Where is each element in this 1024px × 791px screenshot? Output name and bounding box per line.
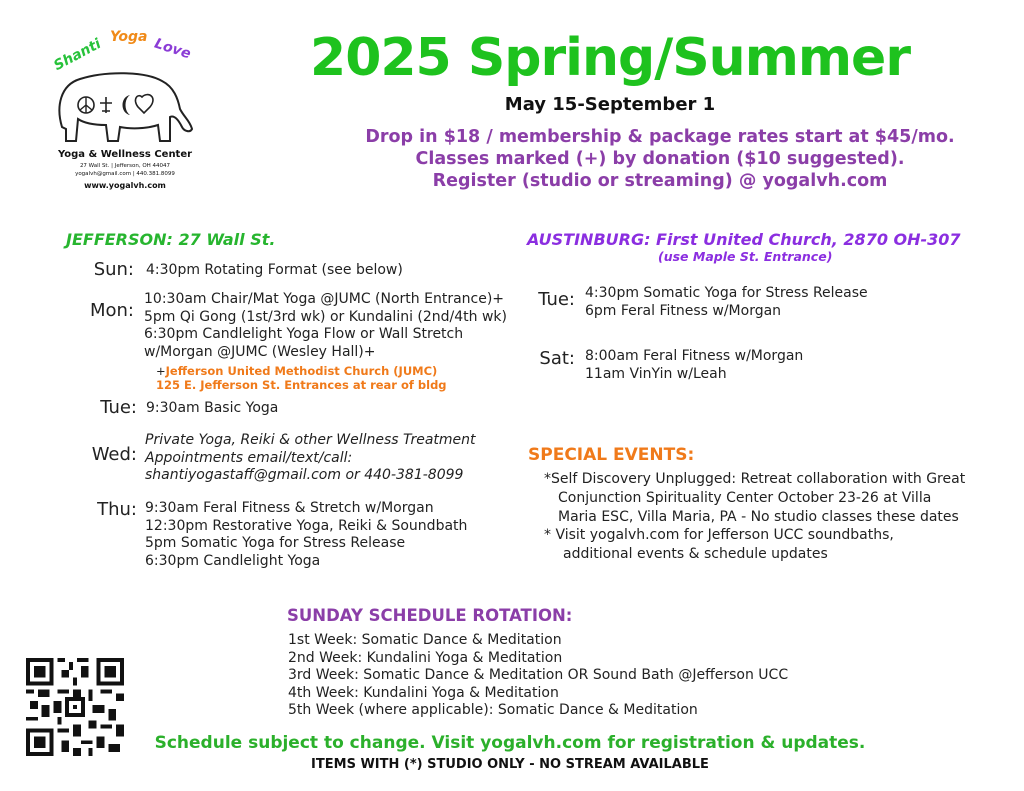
schedule-block-austinburg-tue (585, 285, 868, 320)
class-item: 4:30pm Rotating Format (see below) (146, 262, 403, 278)
class-item: 4:30pm Somatic Yoga for Stress Release (585, 285, 868, 301)
class-item: 6pm Feral Fitness w/Morgan (585, 302, 782, 319)
pricing-line-1: Drop in $18 / membership & package rates start at $45/mo. (365, 127, 955, 147)
page-title: 2025 Spring/Summer (310, 28, 910, 88)
rotation-week: 5th Week (where applicable): Somatic Dance & Meditation (288, 702, 698, 718)
day-label-sun: Sun: (93, 259, 134, 280)
logo-contact: yogalvh@gmail.com | 440.381.8099 (75, 171, 175, 177)
special-event-item (544, 526, 894, 564)
special-event-line: additional events & schedule updates (563, 546, 828, 562)
austinburg-subheading: (use Maple St. Entrance) (658, 249, 833, 264)
rotation-week: 4th Week: Kundalini Yoga & Meditation (288, 685, 559, 701)
note-line-2: 125 E. Jefferson St. Entrances at rear of bldg (156, 378, 447, 392)
qr-code-icon[interactable] (26, 658, 124, 756)
rotation-week: 3rd Week: Somatic Dance & Meditation OR Sound Bath @Jefferson UCC (288, 667, 789, 683)
class-item: Appointments email/text/call: (145, 449, 353, 466)
class-item: 6:30pm Candlelight Yoga Flow or Wall Stretch (144, 326, 464, 342)
pricing-line-2: Classes marked (+) by donation ($10 suggested). (415, 149, 905, 169)
day-label-mon: Mon: (89, 300, 134, 321)
class-item: 6:30pm Candlelight Yoga (145, 552, 321, 569)
rotation-week: 2nd Week: Kundalini Yoga & Meditation (288, 650, 563, 666)
note-line-1: Jefferson United Methodist Church (JUMC) (165, 364, 438, 378)
elephant-logo-icon (50, 57, 200, 149)
class-item: 12:30pm Restorative Yoga, Reiki & Soundbath (145, 517, 468, 534)
jumc-note (156, 364, 447, 392)
class-item: 10:30am Chair/Mat Yoga @JUMC (North Entrance)+ (144, 291, 505, 307)
footer-studio-only-note: ITEMS WITH (*) STUDIO ONLY - NO STREAM AVAILABLE (311, 757, 709, 772)
class-item: Private Yoga, Reiki & other Wellness Treatment (145, 432, 476, 448)
special-events-heading: SPECIAL EVENTS: (528, 445, 695, 465)
class-item: 11am VinYin w/Leah (585, 365, 727, 382)
logo-website: www.yogalvh.com (84, 181, 166, 190)
day-label-tue-austinburg: Tue: (538, 289, 575, 310)
special-event-line: Maria ESC, Villa Maria, PA - No studio classes these dates (558, 509, 959, 525)
logo-word-yoga: Yoga (110, 29, 148, 45)
logo-address: 27 Wall St. | Jefferson, OH 44047 (79, 163, 171, 169)
day-label-wed: Wed: (91, 444, 137, 465)
class-item: 5pm Somatic Yoga for Stress Release (145, 535, 406, 551)
class-item: 5pm Qi Gong (1st/3rd wk) or Kundalini (2nd/4th wk) (144, 308, 508, 325)
special-event-line: Conjunction Spirituality Center October 23-26 at Villa (558, 490, 932, 506)
logo (50, 25, 200, 190)
logo-word-shanti: Shanti (51, 35, 104, 75)
day-label-sat: Sat: (539, 348, 575, 369)
austinburg-heading: AUSTINBURG: First United Church, 2870 OH-307 (527, 230, 961, 249)
day-label-tue: Tue: (100, 397, 137, 418)
rotation-heading: SUNDAY SCHEDULE ROTATION: (287, 606, 573, 625)
pricing-line-3: Register (studio or streaming) @ yogalvh.com (432, 171, 888, 191)
note-prefix: + (156, 364, 166, 378)
class-item: w/Morgan @JUMC (Wesley Hall)+ (144, 343, 376, 360)
day-label-thu: Thu: (97, 499, 137, 520)
rotation-week: 1st Week: Somatic Dance & Meditation (288, 632, 562, 648)
schedule-block-austinburg-sat (585, 348, 803, 383)
footer-notice: Schedule subject to change. Visit yogalvh.com for registration & updates. (154, 733, 866, 753)
jefferson-heading: JEFFERSON: 27 Wall St. (66, 230, 276, 249)
logo-word-love: Love (152, 35, 193, 63)
special-event-line: * Visit yogalvh.com for Jefferson UCC soundbaths, (544, 527, 894, 543)
season-dates: May 15-September 1 (504, 94, 716, 115)
schedule-block-thu (145, 500, 467, 570)
special-event-line: *Self Discovery Unplugged: Retreat collaboration with Great (544, 471, 966, 487)
logo-brand: Yoga & Wellness Center (57, 149, 193, 160)
special-event-item (544, 470, 965, 527)
class-item: 9:30am Feral Fitness & Stretch w/Morgan (145, 500, 434, 516)
class-item: 8:00am Feral Fitness w/Morgan (585, 348, 804, 364)
contact-line: shantiyogastaff@gmail.com or 440-381-8099 (145, 467, 464, 483)
class-item: 9:30am Basic Yoga (146, 400, 279, 416)
schedule-block-wed (145, 432, 476, 485)
schedule-block-mon (144, 291, 507, 361)
